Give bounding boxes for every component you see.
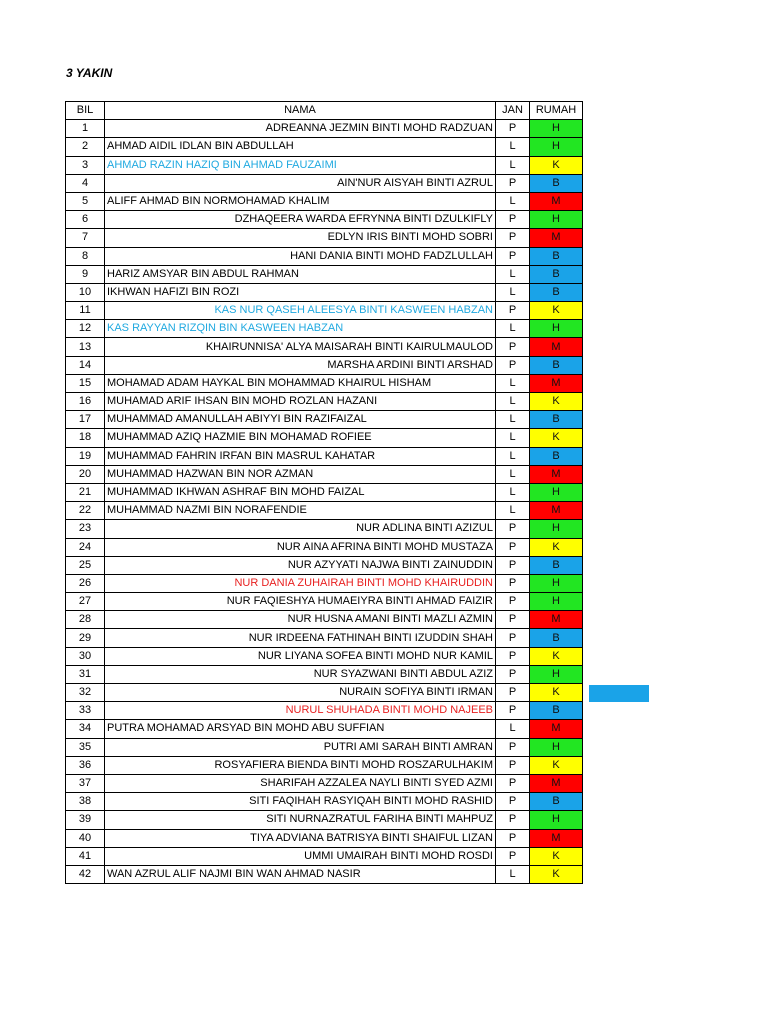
student-name: SITI FAQIHAH RASYIQAH BINTI MOHD RASHID (249, 795, 493, 808)
cell-nama[interactable] (105, 211, 496, 229)
cell-rumah[interactable]: K (530, 865, 583, 883)
table-row (66, 756, 583, 774)
cell-nama[interactable] (105, 738, 496, 756)
cell-bil[interactable]: 10 (66, 283, 105, 301)
cell-rumah[interactable]: K (530, 156, 583, 174)
cell-nama[interactable] (105, 338, 496, 356)
cell-bil[interactable]: 37 (66, 774, 105, 792)
cell-rumah[interactable]: K (530, 429, 583, 447)
cell-nama[interactable] (105, 192, 496, 210)
cell-jan[interactable]: P (496, 847, 530, 865)
cell-bil[interactable]: 30 (66, 647, 105, 665)
cell-nama[interactable] (105, 483, 496, 501)
cell-jan[interactable]: P (496, 702, 530, 720)
cell-bil[interactable]: 31 (66, 665, 105, 683)
header-bil[interactable]: BIL (66, 102, 105, 120)
cell-jan[interactable]: L (496, 865, 530, 883)
cell-bil[interactable]: 9 (66, 265, 105, 283)
student-name: WAN AZRUL ALIF NAJMI BIN WAN AHMAD NASIR (107, 867, 361, 880)
table-row (66, 738, 583, 756)
table-row (66, 393, 583, 411)
cell-rumah[interactable]: K (530, 847, 583, 865)
cell-jan[interactable]: P (496, 611, 530, 629)
student-name: NUR FAQIESHYA HUMAEIYRA BINTI AHMAD FAIZIR (226, 595, 493, 608)
cell-nama[interactable] (105, 283, 496, 301)
cell-rumah[interactable]: M (530, 829, 583, 847)
table-row (66, 538, 583, 556)
cell-jan[interactable]: P (496, 756, 530, 774)
cell-nama[interactable] (105, 593, 496, 611)
table-row (66, 793, 583, 811)
cell-rumah[interactable]: B (530, 556, 583, 574)
cell-rumah[interactable]: M (530, 611, 583, 629)
cell-nama[interactable] (105, 429, 496, 447)
cell-jan[interactable]: P (496, 556, 530, 574)
student-name: MUHAMMAD AZIQ HAZMIE BIN MOHAMAD ROFIEE (107, 431, 372, 444)
table-row (66, 465, 583, 483)
cell-bil[interactable]: 5 (66, 192, 105, 210)
student-name: PUTRI AMI SARAH BINTI AMRAN (323, 740, 493, 753)
table-row (66, 774, 583, 792)
cell-rumah[interactable]: H (530, 483, 583, 501)
cell-rumah[interactable]: B (530, 702, 583, 720)
cell-bil[interactable]: 19 (66, 447, 105, 465)
cell-bil[interactable]: 40 (66, 829, 105, 847)
cell-nama[interactable] (105, 829, 496, 847)
student-name: NUR LIYANA SOFEA BINTI MOHD NUR KAMIL (257, 649, 493, 662)
student-name: AHMAD RAZIN HAZIQ BIN AHMAD FAUZAIMI (107, 158, 337, 171)
cell-jan[interactable]: P (496, 338, 530, 356)
cell-rumah[interactable]: B (530, 793, 583, 811)
table-row (66, 447, 583, 465)
cell-nama[interactable] (105, 520, 496, 538)
cell-bil[interactable]: 14 (66, 356, 105, 374)
cell-nama[interactable] (105, 229, 496, 247)
cell-rumah[interactable]: M (530, 774, 583, 792)
student-name: DZHAQEERA WARDA EFRYNNA BINTI DZULKIFLY (234, 213, 493, 226)
student-name: NURUL SHUHADA BINTI MOHD NAJEEB (285, 704, 493, 717)
table-row (66, 593, 583, 611)
cell-jan[interactable]: P (496, 665, 530, 683)
cell-jan[interactable]: L (496, 502, 530, 520)
cell-rumah[interactable]: M (530, 374, 583, 392)
cell-nama[interactable] (105, 665, 496, 683)
student-name: TIYA ADVIANA BATRISYA BINTI SHAIFUL LIZAN (250, 831, 493, 844)
cell-bil[interactable]: 29 (66, 629, 105, 647)
table-row (66, 702, 583, 720)
student-name: IKHWAN HAFIZI BIN ROZI (107, 285, 240, 298)
table-row (66, 265, 583, 283)
cell-jan[interactable]: L (496, 429, 530, 447)
cell-bil[interactable]: 34 (66, 720, 105, 738)
cell-nama[interactable] (105, 647, 496, 665)
cell-bil[interactable]: 18 (66, 429, 105, 447)
cell-rumah[interactable]: K (530, 538, 583, 556)
cell-rumah[interactable]: H (530, 320, 583, 338)
cell-rumah[interactable]: M (530, 229, 583, 247)
student-name: HANI DANIA BINTI MOHD FADZLULLAH (290, 249, 493, 262)
table-row (66, 865, 583, 883)
student-name: MOHAMAD ADAM HAYKAL BIN MOHAMMAD KHAIRUL HISHAM (107, 376, 432, 389)
cell-bil[interactable]: 16 (66, 393, 105, 411)
student-name: MUHAMMAD AMANULLAH ABIYYI BIN RAZIFAIZAL (107, 413, 367, 426)
student-name: AIN'NUR AISYAH BINTI AZRUL (337, 176, 493, 189)
cell-jan[interactable]: L (496, 374, 530, 392)
cell-bil[interactable]: 15 (66, 374, 105, 392)
table-row (66, 611, 583, 629)
student-name: UMMI UMAIRAH BINTI MOHD ROSDI (304, 849, 493, 862)
cell-jan[interactable]: L (496, 393, 530, 411)
cell-bil[interactable]: 17 (66, 411, 105, 429)
cell-bil[interactable]: 25 (66, 556, 105, 574)
cell-rumah[interactable]: M (530, 720, 583, 738)
cell-nama[interactable] (105, 265, 496, 283)
cell-nama[interactable] (105, 393, 496, 411)
cell-rumah[interactable]: H (530, 738, 583, 756)
student-name: NURAIN SOFIYA BINTI IRMAN (339, 686, 493, 699)
class-roster-table (65, 101, 583, 884)
student-name: MUHAMMAD FAHRIN IRFAN BIN MASRUL KAHATAR (107, 449, 376, 462)
cell-bil[interactable]: 39 (66, 811, 105, 829)
cell-nama[interactable] (105, 502, 496, 520)
cell-rumah[interactable]: H (530, 574, 583, 592)
cell-jan[interactable]: P (496, 647, 530, 665)
table-row (66, 574, 583, 592)
cell-jan[interactable]: P (496, 629, 530, 647)
table-row (66, 192, 583, 210)
cell-bil[interactable]: 41 (66, 847, 105, 865)
cell-bil[interactable]: 27 (66, 593, 105, 611)
cell-nama[interactable] (105, 174, 496, 192)
table-row (66, 629, 583, 647)
student-name: KHAIRUNNISA' ALYA MAISARAH BINTI KAIRULMAULOD (205, 340, 493, 353)
cell-jan[interactable]: P (496, 120, 530, 138)
table-row (66, 684, 583, 702)
student-name: NUR HUSNA AMANI BINTI MAZLI AZMIN (287, 613, 493, 626)
cell-rumah[interactable]: M (530, 502, 583, 520)
cell-bil[interactable]: 32 (66, 684, 105, 702)
cell-nama[interactable] (105, 720, 496, 738)
cell-bil[interactable]: 13 (66, 338, 105, 356)
table-row (66, 502, 583, 520)
cell-rumah[interactable]: H (530, 211, 583, 229)
cell-rumah[interactable]: B (530, 356, 583, 374)
table-row (66, 211, 583, 229)
selected-cell-highlight[interactable] (589, 685, 649, 702)
cell-jan[interactable]: L (496, 720, 530, 738)
student-name: ROSYAFIERA BIENDA BINTI MOHD ROSZARULHAKIM (214, 758, 493, 771)
cell-rumah[interactable]: B (530, 265, 583, 283)
cell-nama[interactable] (105, 756, 496, 774)
student-name: SITI NURNAZRATUL FARIHA BINTI MAHPUZ (266, 813, 493, 826)
cell-rumah[interactable]: H (530, 593, 583, 611)
cell-jan[interactable]: P (496, 174, 530, 192)
cell-bil[interactable]: 35 (66, 738, 105, 756)
cell-nama[interactable] (105, 247, 496, 265)
student-name: AHMAD AIDIL IDLAN BIN ABDULLAH (107, 140, 294, 153)
student-name: NUR IRDEENA FATHINAH BINTI IZUDDIN SHAH (248, 631, 493, 644)
student-name: MUHAMMAD IKHWAN ASHRAF BIN MOHD FAIZAL (107, 486, 365, 499)
cell-nama[interactable] (105, 374, 496, 392)
table-row (66, 302, 583, 320)
table-row (66, 665, 583, 683)
cell-nama[interactable] (105, 556, 496, 574)
cell-nama[interactable] (105, 865, 496, 883)
cell-bil[interactable]: 8 (66, 247, 105, 265)
table-row (66, 556, 583, 574)
cell-bil[interactable]: 28 (66, 611, 105, 629)
cell-rumah[interactable]: H (530, 120, 583, 138)
cell-jan[interactable]: P (496, 574, 530, 592)
student-name: KAS RAYYAN RIZQIN BIN KASWEEN HABZAN (107, 322, 344, 335)
cell-rumah[interactable]: B (530, 411, 583, 429)
cell-nama[interactable] (105, 684, 496, 702)
header-rumah[interactable]: RUMAH (530, 102, 583, 120)
cell-rumah[interactable]: B (530, 629, 583, 647)
table-row (66, 174, 583, 192)
cell-nama[interactable] (105, 574, 496, 592)
cell-rumah[interactable]: M (530, 192, 583, 210)
cell-jan[interactable]: L (496, 483, 530, 501)
table-row (66, 411, 583, 429)
cell-jan[interactable]: L (496, 283, 530, 301)
cell-jan[interactable]: P (496, 229, 530, 247)
cell-bil[interactable]: 12 (66, 320, 105, 338)
cell-jan[interactable]: P (496, 520, 530, 538)
cell-bil[interactable]: 26 (66, 574, 105, 592)
cell-nama[interactable] (105, 774, 496, 792)
student-name: NUR AZYYATI NAJWA BINTI ZAINUDDIN (287, 558, 493, 571)
cell-rumah[interactable]: K (530, 647, 583, 665)
header-nama[interactable]: NAMA (105, 102, 496, 120)
cell-rumah[interactable]: M (530, 465, 583, 483)
table-row (66, 520, 583, 538)
table-row (66, 120, 583, 138)
cell-jan[interactable]: P (496, 811, 530, 829)
table-row (66, 356, 583, 374)
cell-nama[interactable] (105, 811, 496, 829)
cell-rumah[interactable]: K (530, 756, 583, 774)
cell-jan[interactable]: L (496, 138, 530, 156)
table-row (66, 847, 583, 865)
cell-jan[interactable]: P (496, 247, 530, 265)
table-row (66, 283, 583, 301)
cell-jan[interactable]: L (496, 265, 530, 283)
cell-bil[interactable]: 20 (66, 465, 105, 483)
cell-nama[interactable] (105, 356, 496, 374)
table-row (66, 429, 583, 447)
cell-rumah[interactable]: K (530, 302, 583, 320)
cell-jan[interactable]: P (496, 793, 530, 811)
table-row (66, 374, 583, 392)
cell-jan[interactable]: P (496, 774, 530, 792)
cell-nama[interactable] (105, 411, 496, 429)
table-row (66, 247, 583, 265)
student-name: MUHAMMAD NAZMI BIN NORAFENDIE (107, 504, 307, 517)
cell-jan[interactable]: L (496, 411, 530, 429)
cell-jan[interactable]: P (496, 302, 530, 320)
student-name: MARSHA ARDINI BINTI ARSHAD (327, 358, 493, 371)
cell-jan[interactable]: L (496, 320, 530, 338)
student-name: EDLYN IRIS BINTI MOHD SOBRI (327, 231, 493, 244)
cell-rumah[interactable]: B (530, 174, 583, 192)
cell-jan[interactable]: P (496, 211, 530, 229)
cell-nama[interactable] (105, 465, 496, 483)
cell-jan[interactable]: P (496, 738, 530, 756)
cell-jan[interactable]: L (496, 156, 530, 174)
student-name: SHARIFAH AZZALEA NAYLI BINTI SYED AZMI (260, 777, 493, 790)
cell-rumah[interactable]: B (530, 283, 583, 301)
cell-nama[interactable] (105, 538, 496, 556)
cell-rumah[interactable]: H (530, 138, 583, 156)
table-row (66, 647, 583, 665)
cell-rumah[interactable]: H (530, 811, 583, 829)
table-row (66, 483, 583, 501)
cell-nama[interactable] (105, 156, 496, 174)
cell-jan[interactable]: P (496, 829, 530, 847)
cell-bil[interactable]: 3 (66, 156, 105, 174)
cell-jan[interactable]: P (496, 356, 530, 374)
cell-bil[interactable]: 1 (66, 120, 105, 138)
cell-rumah[interactable]: H (530, 520, 583, 538)
cell-bil[interactable]: 7 (66, 229, 105, 247)
cell-bil[interactable]: 33 (66, 702, 105, 720)
cell-nama[interactable] (105, 320, 496, 338)
cell-jan[interactable]: L (496, 192, 530, 210)
header-jan[interactable]: JAN (496, 102, 530, 120)
cell-nama[interactable] (105, 793, 496, 811)
header-row (66, 102, 583, 120)
cell-nama[interactable] (105, 611, 496, 629)
cell-nama[interactable] (105, 847, 496, 865)
cell-bil[interactable]: 2 (66, 138, 105, 156)
cell-bil[interactable]: 22 (66, 502, 105, 520)
table-row (66, 338, 583, 356)
student-name: NUR AINA AFRINA BINTI MOHD MUSTAZA (276, 540, 493, 553)
student-name: MUHAMMAD HAZWAN BIN NOR AZMAN (107, 467, 314, 480)
cell-jan[interactable]: P (496, 593, 530, 611)
student-name: MUHAMAD ARIF IHSAN BIN MOHD ROZLAN HAZANI (107, 395, 378, 408)
table-row (66, 138, 583, 156)
cell-jan[interactable]: P (496, 684, 530, 702)
student-name: HARIZ AMSYAR BIN ABDUL RAHMAN (107, 267, 299, 280)
table-row (66, 829, 583, 847)
cell-jan[interactable]: L (496, 465, 530, 483)
cell-bil[interactable]: 42 (66, 865, 105, 883)
student-name: NUR ADLINA BINTI AZIZUL (356, 522, 493, 535)
cell-jan[interactable]: P (496, 538, 530, 556)
sheet-title: 3 YAKIN (66, 66, 113, 80)
cell-rumah[interactable]: K (530, 393, 583, 411)
roster-body (66, 120, 583, 884)
cell-bil[interactable]: 38 (66, 793, 105, 811)
cell-rumah[interactable]: H (530, 665, 583, 683)
cell-bil[interactable]: 23 (66, 520, 105, 538)
table-row (66, 320, 583, 338)
cell-rumah[interactable]: B (530, 247, 583, 265)
cell-rumah[interactable]: B (530, 447, 583, 465)
student-name: ADREANNA JEZMIN BINTI MOHD RADZUAN (265, 122, 493, 135)
cell-nama[interactable] (105, 702, 496, 720)
cell-nama[interactable] (105, 629, 496, 647)
student-name: KAS NUR QASEH ALEESYA BINTI KASWEEN HABZAN (214, 304, 493, 317)
table-row (66, 229, 583, 247)
cell-nama[interactable] (105, 138, 496, 156)
cell-bil[interactable]: 6 (66, 211, 105, 229)
cell-jan[interactable]: L (496, 447, 530, 465)
cell-bil[interactable]: 36 (66, 756, 105, 774)
student-name: PUTRA MOHAMAD ARSYAD BIN MOHD ABU SUFFIAN (107, 722, 385, 735)
cell-bil[interactable]: 24 (66, 538, 105, 556)
cell-nama[interactable] (105, 302, 496, 320)
cell-bil[interactable]: 4 (66, 174, 105, 192)
table-row (66, 811, 583, 829)
student-name: NUR DANIA ZUHAIRAH BINTI MOHD KHAIRUDDIN (234, 576, 493, 589)
student-name: ALIFF AHMAD BIN NORMOHAMAD KHALIM (107, 195, 330, 208)
student-name: NUR SYAZWANI BINTI ABDUL AZIZ (313, 667, 493, 680)
cell-nama[interactable] (105, 447, 496, 465)
cell-bil[interactable]: 11 (66, 302, 105, 320)
cell-rumah[interactable]: K (530, 684, 583, 702)
table-row (66, 156, 583, 174)
cell-bil[interactable]: 21 (66, 483, 105, 501)
cell-nama[interactable] (105, 120, 496, 138)
table-row (66, 720, 583, 738)
cell-rumah[interactable]: M (530, 338, 583, 356)
